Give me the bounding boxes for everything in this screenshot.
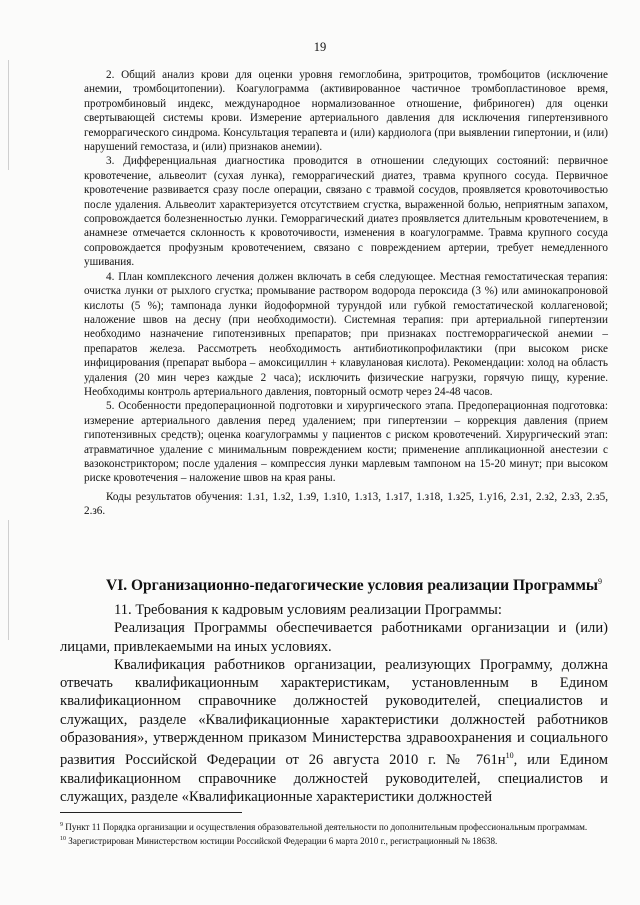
learning-outcome-codes: Коды результатов обучения: 1.з1, 1.з2, 1.з9, 1.з10, 1.з13, 1.з17, 1.з18, 1.з25, 1.у16, 2.з1, 2.з2, 2.з3, 2.з5, 2.з6. <box>84 490 608 518</box>
footnote-mark: 10 <box>60 836 66 843</box>
qualification-text-part-1: Квалификация работников организации, реализующих Программу, должна отвечать квалификационным характеристикам, установленным в Едином квалификационном справочнике должностей руководителей, специалистов и служащих, разделе «Квалификационные характеристики должностей работников образования», утвержденном приказом Министерства здравоохранения и социального развития Российской Федерации от 26 августа 2010 г. № 761н <box>60 656 608 769</box>
footnote-9 <box>60 819 610 833</box>
footnotes <box>60 819 610 847</box>
paragraph-staffing: Реализация Программы обеспечивается работниками организации и (или) лицами, привлекаемыми на иных условиях. <box>60 620 608 655</box>
requirement-heading: 11. Требования к кадровым условиям реализации Программы: <box>114 602 502 618</box>
footnote-ref: 10 <box>505 751 514 761</box>
paragraph-blood-analysis: 2. Общий анализ крови для оценки уровня гемоглобина, эритроцитов, тромбоцитов (исключение анемии, тромбоцитопении). Коагулограмма (активированное частичное тромбопластиновое время, протромбиновый индекс, международное нормализованное отношение, фибриноген) для оценки свертывающей системы крови. Измерение артериального давления для исключения гипертензивного геморрагического синдрома. Консультация терапевта и (или) кардиолога (при выявлении гипертонии, и (или) нарушений гемостаза, и (или) признаков анемии). <box>84 69 608 154</box>
footnote-text: Зарегистрирован Министерством юстиции Российской Федерации 6 марта 2010 г., регистрационный № 18638. <box>66 836 498 847</box>
paragraph-treatment-plan: 4. План комплексного лечения должен включать в себя следующее. Местная гемостатическая терапия: очистка лунки от рыхлого сгустка; промывание раствором водорода пероксида (3 %) или аминокапроновой кислоты (5 %); тампонада лунки йодоформной турундой или губкой гемостатической коллагеновой; наложение швов на десну (при необходимости). Системная терапия: при артериальной гипертензии необходимо назначение гипотензивных препаратов; при признаках постгеморрагической анемии – препаратов железа. Рассмотреть необходимость антибиотикопрофилактики (при высоком риске инфицирования (препарат выбора – амоксициллин + клавулановая кислота). Рекомендации: холод на область удаления (20 мин через каждые 2 часа); исключить физические нагрузки, горячую пищу, курение. Необходимы контроль артериального давления, повторный осмотр через 24-48 часов. <box>84 270 608 398</box>
footnote-mark: 9 <box>60 822 63 828</box>
qualification-text-part-2: , или Едином квалификационном справочнике должностей руководителей, специалистов и служащих, разделе «Квалификационные характеристики должностей <box>60 752 609 805</box>
scan-edge-mark <box>8 60 9 170</box>
page-number: 19 <box>313 40 327 54</box>
footnote-divider <box>60 812 242 813</box>
paragraph-preoperative-preparation: 5. Особенности предоперационной подготовки и хирургического этапа. Предоперационная подготовка: измерение артериального давления перед удалением; при гипертензии – коррекция давления (прием гипотензивных средств); оценка коагулограммы у пациентов с риском кровотечений. Хирургический этап: атравматичное удаление с минимальным повреждением кости; применение аппликационной анестезии с вазоконстриктором; после удаления – компрессия лунки марлевым тампоном на 15-20 минут; при высоком риске кровотечения – наложение швов на края раны. <box>84 400 608 485</box>
section-heading-text: VI. Организационно-педагогические условия реализации Программы <box>106 577 599 595</box>
footnote-ref: 9 <box>598 577 603 586</box>
paragraph-qualification <box>60 656 608 806</box>
body-text-large <box>60 601 608 806</box>
section-heading <box>106 572 606 595</box>
scan-edge-mark <box>8 520 9 640</box>
body-text-small <box>84 68 608 519</box>
footnote-10 <box>60 833 610 847</box>
footnote-text: Пункт 11 Порядка организации и осуществления образовательной деятельности по дополнительным профессиональным программам. <box>63 822 588 833</box>
paragraph-differential-diagnosis: 3. Дифференциальная диагностика проводится в отношении следующих состояний: первичное кровотечение, альвеолит (сухая лунка), геморрагический диатез, травма крупного сосуда. Первичное кровотечение развивается сразу после операции, связано с травмой сосудов, проявляется кровоточивостью после удаления. Альвеолит характеризуется отсутствием сгустка, выраженной болью, неприятным запахом, сопровождается болезненностью лунки. Геморрагический диатез проявляется длительным кровотечением, в анамнезе отмечается склонность к кровоточивости, изменения в коагулограмме. Травма крупного сосуда сопровождается профузным кровотечением, связано с повреждением артерии, требует немедленного ушивания. <box>84 155 608 269</box>
